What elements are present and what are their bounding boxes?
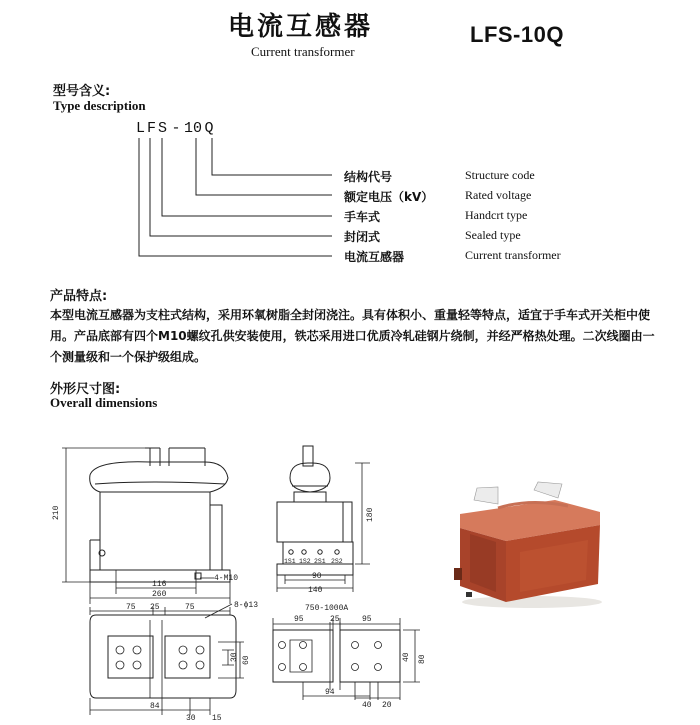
dim-front-base-inner: 116 — [152, 580, 167, 589]
type-heading-cn: 型号含义: — [53, 84, 111, 99]
dim-side-height: 180 — [366, 507, 375, 522]
code-char: 1 — [184, 120, 194, 137]
model-number: LFS-10Q — [470, 22, 564, 47]
terminal-label: 1S2 — [299, 558, 311, 565]
type-item-cn: 结构代号 — [344, 170, 393, 184]
dim-side-inner: 90 — [312, 572, 322, 581]
type-item-cn: 电流互感器 — [344, 250, 405, 264]
side-view — [277, 446, 370, 592]
dim-busbar-94: 94 — [325, 688, 335, 697]
type-item-cn: 手车式 — [344, 210, 381, 224]
dim-plan-25: 25 — [150, 603, 160, 612]
terminal-label: 1S1 — [284, 558, 296, 565]
type-item-cn: 额定电压（kV） — [344, 190, 434, 204]
code-char: L — [135, 120, 145, 137]
dim-plan-75a: 75 — [126, 603, 136, 612]
dim-front-height: 210 — [52, 505, 61, 520]
busbar-view — [273, 618, 420, 700]
code-char: - — [171, 120, 181, 137]
page-title-en: Current transformer — [251, 44, 355, 59]
dimensions-heading-en: Overall dimensions — [50, 395, 158, 410]
dim-busbar-40: 40 — [402, 652, 411, 662]
code-char: Q — [204, 120, 214, 137]
type-item-cn: 封闭式 — [344, 230, 381, 244]
dim-plan-30b: 30 — [186, 714, 196, 723]
type-item-en: Structure code — [465, 168, 535, 182]
features-heading: 产品特点: — [50, 289, 108, 304]
code-char: F — [146, 120, 156, 137]
dimensions-heading-cn: 外形尺寸图: — [50, 382, 121, 397]
dim-plan-30: 30 — [230, 652, 239, 662]
code-char: 0 — [193, 120, 203, 137]
dim-busbar-95b: 95 — [362, 615, 372, 624]
dim-busbar-40b: 40 — [362, 701, 372, 710]
dimension-drawings — [0, 430, 440, 725]
type-item-en: Sealed type — [465, 228, 521, 242]
dim-plan-holes: 8-ϕ13 — [234, 601, 259, 610]
dim-busbar-25: 25 — [330, 615, 340, 624]
type-item-en: Current transformer — [465, 248, 561, 262]
dim-busbar-80: 80 — [418, 654, 427, 664]
dim-busbar-95a: 95 — [294, 615, 304, 624]
dim-front-thread: 4-M10 — [214, 574, 239, 583]
dim-busbar-20: 20 — [382, 701, 392, 710]
dim-side-width: 140 — [308, 586, 323, 595]
dim-front-base-width: 260 — [152, 590, 167, 599]
code-char: S — [157, 120, 167, 137]
terminal-label: 2S2 — [331, 558, 343, 565]
dim-plan-15: 15 — [212, 714, 222, 723]
dim-plan-84: 84 — [150, 702, 160, 711]
front-view — [62, 448, 230, 604]
dim-plan-60: 60 — [242, 655, 251, 665]
features-paragraph: 本型电流互感器为支柱式结构，采用环氧树脂全封闭浇注。具有体积小、重量轻等特点，适宜于手车式开关柜中使用。产品底部有四个M10螺纹孔供安装使用，铁芯采用进口优质冷轧硅钢片绕制，并经严格热处理。二次线圈由一个测量级和一个保护级组成。 — [50, 308, 655, 364]
type-heading-en: Type description — [53, 98, 146, 113]
page-title-cn: 电流互感器 — [228, 12, 374, 42]
type-item-en: Rated voltage — [465, 188, 532, 202]
busbar-rating: 750-1000A — [305, 604, 349, 613]
plan-view — [90, 604, 244, 715]
terminal-label: 2S1 — [314, 558, 326, 565]
dim-plan-75b: 75 — [185, 603, 195, 612]
type-item-en: Handcrt type — [465, 208, 528, 222]
product-photo — [440, 478, 610, 608]
